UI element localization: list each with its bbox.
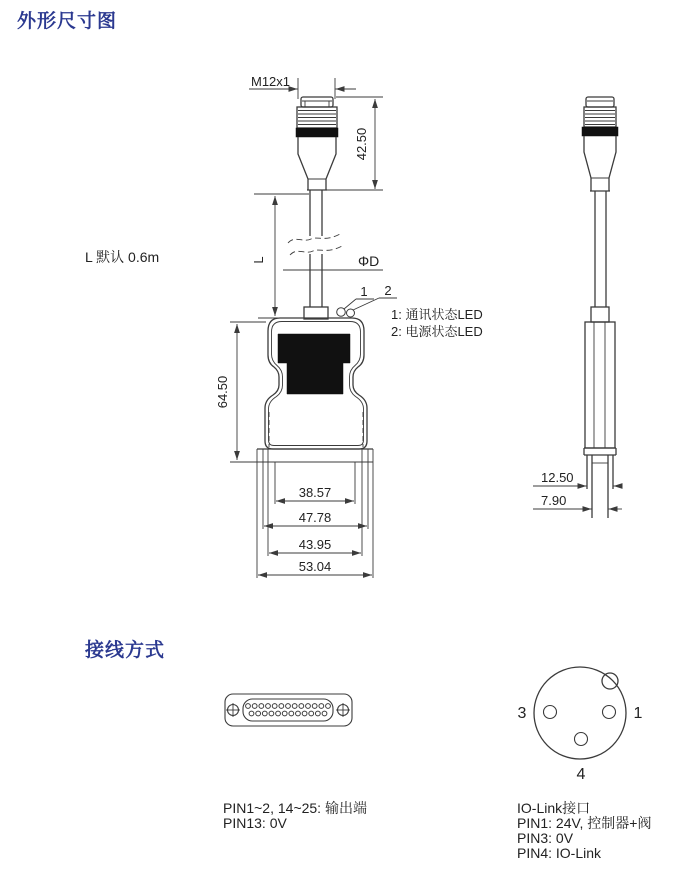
db25-pin	[302, 711, 307, 716]
m12-pin4-hole	[575, 733, 588, 746]
thread-spec-label: M12x1	[251, 74, 291, 89]
iolink-pin3: PIN3: 0V	[517, 830, 574, 846]
width-outer-label: 53.04	[298, 559, 332, 574]
db25-pin	[272, 704, 277, 709]
led-callouts	[344, 283, 483, 339]
led2-power-status	[347, 309, 355, 317]
db25-note-line2: PIN13: 0V	[223, 815, 287, 831]
dim-width-outer	[258, 559, 372, 575]
thread-hatch-front	[298, 111, 336, 125]
db25-pin	[279, 704, 284, 709]
m12-notes	[517, 800, 651, 861]
db25-pin	[282, 711, 287, 716]
cable-break-marks	[288, 234, 342, 255]
db25-pins	[246, 704, 331, 716]
db25-pin	[246, 704, 251, 709]
db25-pin	[299, 704, 304, 709]
led1-index: 1	[360, 284, 368, 299]
db25-pin	[249, 711, 254, 716]
front-view	[85, 74, 483, 578]
base-side	[584, 448, 616, 518]
db25-pin	[292, 704, 297, 709]
thread-hatch-side	[585, 111, 615, 125]
dim-width-mid-outer	[264, 510, 367, 526]
dim-cable-length	[251, 194, 309, 318]
db25-pin	[262, 711, 267, 716]
db25-pin	[269, 711, 274, 716]
db25-pin	[289, 711, 294, 716]
base-outer-width-label: 12.50	[541, 470, 574, 485]
width-mid-inner-label: 43.95	[298, 537, 332, 552]
m12-connector-front	[296, 97, 338, 190]
connector-band-front	[296, 128, 338, 137]
section-title-wiring: 接线方式	[85, 640, 166, 661]
db25-pin	[266, 704, 271, 709]
db25-pin	[322, 711, 327, 716]
m12-keying-notch	[602, 673, 618, 689]
m12-pin3-hole	[544, 706, 557, 719]
cable-gland-front	[304, 307, 328, 319]
iolink-pin4: PIN4: IO-Link	[517, 845, 602, 861]
led1-legend: 1: 通讯状态LED	[391, 307, 483, 322]
dim-base-inner-width	[533, 493, 622, 509]
width-mid-outer-label: 47.78	[298, 510, 332, 525]
db25-screw-left	[226, 703, 240, 717]
db25-pin	[315, 711, 320, 716]
dim-thread-spec	[249, 74, 356, 99]
device-body-side	[585, 307, 615, 448]
m12-connector-side	[582, 97, 618, 191]
dim-width-inner	[276, 485, 354, 501]
m12-pin-bottom-label: 4	[576, 766, 586, 783]
m12-pin1-hole	[603, 706, 616, 719]
db25-pin	[319, 704, 324, 709]
db25-note-line1: PIN1~2, 14~25: 输出端	[223, 800, 367, 816]
db25-pin	[296, 711, 301, 716]
dim-base-outer-width	[533, 470, 622, 486]
cable-side	[595, 191, 606, 307]
m12-face	[518, 667, 643, 783]
side-view	[533, 97, 622, 518]
iolink-title: IO-Link接口	[517, 800, 591, 816]
db25-pin	[326, 704, 331, 709]
db25-screw-right	[336, 703, 350, 717]
dim-width-mid-inner	[269, 537, 361, 553]
body-height-label: 64.50	[215, 375, 230, 409]
iolink-pin1: PIN1: 24V, 控制器+阀	[517, 815, 652, 831]
base-inner-width-label: 7.90	[541, 493, 567, 508]
db25-pin	[309, 711, 314, 716]
db25-pin	[312, 704, 317, 709]
cable-length-symbol: L	[251, 256, 266, 264]
dim-body-height	[215, 322, 266, 462]
db25-connector	[225, 694, 352, 726]
m12-pin-right-label: 1	[633, 705, 643, 722]
db25-notes	[223, 800, 367, 831]
connector-height-label: 42.50	[354, 127, 369, 161]
width-inner-label: 38.57	[298, 485, 332, 500]
db25-pin	[259, 704, 264, 709]
led1-comm-status	[337, 308, 346, 317]
cable-length-note: L 默认 0.6m	[85, 249, 160, 265]
db25-pin	[256, 711, 261, 716]
led2-legend: 2: 电源状态LED	[391, 324, 483, 339]
connector-band-side	[582, 127, 618, 136]
led2-index: 2	[384, 283, 392, 298]
db25-pin	[306, 704, 311, 709]
section-title-outline: 外形尺寸图	[17, 11, 118, 32]
cable-gland-side	[591, 307, 609, 322]
device-body-front	[265, 307, 367, 449]
db25-pin	[276, 711, 281, 716]
cable-diameter-callout	[283, 253, 383, 270]
cable-front	[288, 190, 342, 307]
body-window	[278, 334, 350, 394]
db25-pin	[252, 704, 257, 709]
cable-diameter-symbol: ΦD	[358, 253, 380, 269]
m12-pin-left-label: 3	[517, 705, 527, 722]
db25-pin	[286, 704, 291, 709]
